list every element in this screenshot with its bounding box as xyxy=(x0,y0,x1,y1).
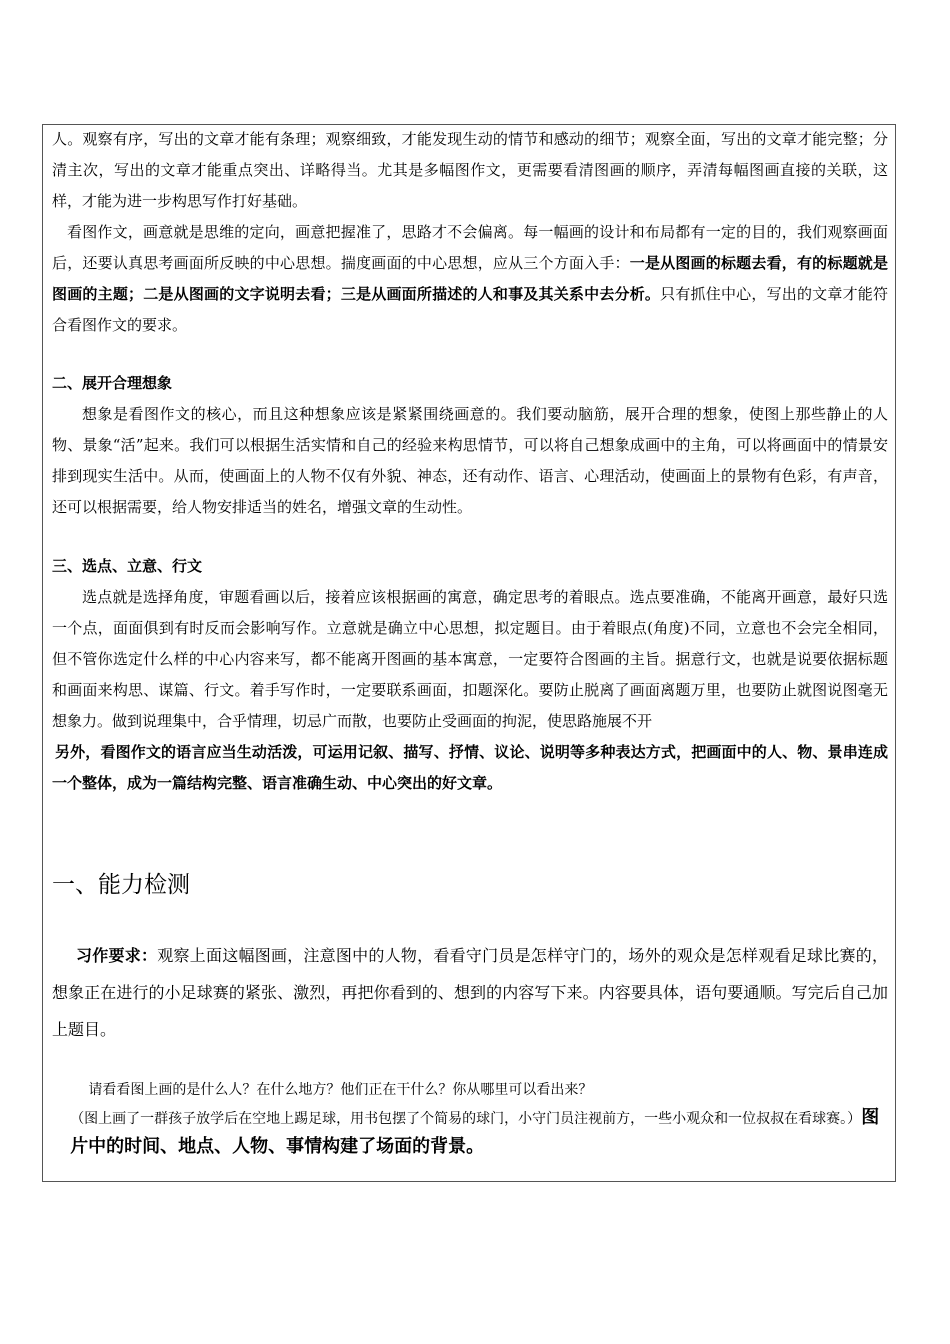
requirement-text: 观察上面这幅图画，注意图中的人物，看看守门员是怎样守门的，场外的观众是怎样观看足球比赛的，想象正在进行的小足球赛的紧张、激烈，再把你看到的、想到的内容写下来。内容要具体，语句要通顺。写完后自己加上题目。 xyxy=(52,946,888,1039)
paragraph-meaning xyxy=(52,217,888,341)
meaning-text-start: 看图作文，画意就是思维的定向，画意把握准了，思路才不会偏离。每一幅画的设计和布局都有一定的目的，我们观察画面后，还要认真思考画面所反映的中心思想。揣度画面的中心思想，应从三个方面入手： xyxy=(52,223,888,272)
section-title: 一、能力检测 xyxy=(52,872,190,898)
paragraph-language: 另外，看图作文的语言应当生动活泼，可运用记叙、描写、抒情、议论、说明等多种表达方式，把画面中的人、物、景串连成一个整体，成为一篇结构完整、语言准确生动、中心突出的好文章。 xyxy=(52,743,888,792)
paragraph-imagination: 想象是看图作文的核心，而且这种想象应该是紧紧围绕画意的。我们要动脑筋，展开合理的想象，使图上那些静止的人物、景象“活”起来。我们可以根据生活实情和自己的经验来构思情节，可以将自己想象成画中的主角，可以将画面中的情景安排到现实生活中。从而，使画面上的人物不仅有外貌、神态，还有动作、语言、心理活动，使画面上的景物有色彩，有声音，还可以根据需要，给人物安排适当的姓名，增强文章的生动性。 xyxy=(52,405,888,516)
paragraph-observation: 人。观察有序，写出的文章才能有条理；观察细致，才能发现生动的情节和感动的细节；观察全面，写出的文章才能完整；分清主次，写出的文章才能重点突出、详略得当。尤其是多幅图作文，更需要看清图画的顺序，弄清每幅图画直接的关联，这样，才能为进一步构思写作打好基础。 xyxy=(52,130,888,210)
paragraph-select-point: 选点就是选择角度，审题看画以后，接着应该根据画的寓意，确定思考的着眼点。选点要准确，不能离开画意，最好只选一个点，面面俱到有时反而会影响写作。立意就是确立中心思想，拟定题目。由于着眼点(角度)不同，立意也不会完全相同，但不管你选定什么样的中心内容来写，都不能离开图画的基本寓意，一定要符合图画的主旨。据意行文，也就是说要依据标题和画面来构思、谋篇、行文。着手写作时，一定要联系画面，扣题深化。要防止脱离了画面离题万里，也要防止就图说图毫无想象力。做到说理集中，合乎情理，切忌广而散，也要防止受画面的拘泥，使思路施展不开 xyxy=(52,588,888,730)
answer-paragraph xyxy=(52,1104,888,1162)
meaning-bold-text: 一是从图画的标题去看，有的标题就是图画的主题；二是从图画的文字说明去看；三是从画面所描述的人和事及其关系中去分析。 xyxy=(52,254,888,303)
heading-imagination: 二、展开合理想象 xyxy=(52,374,173,392)
meaning-text-end: 只有抓住中心，写出的文章才能符合看图作文的要求。 xyxy=(52,285,888,334)
heading-select-point: 三、选点、立意、行文 xyxy=(52,557,203,575)
guiding-question: 请看看图上画的是什么人？在什么地方？他们正在干什么？你从哪里可以看出来？ xyxy=(88,1082,593,1098)
conclusion-text: 图片中的时间、地点、人物、事情构建了场面的背景。 xyxy=(70,1107,880,1157)
requirement-label: 习作要求： xyxy=(76,946,158,965)
answer-text: （图上画了一群孩子放学后在空地上踢足球，用书包摆了个简易的球门，小守门员注视前方，一些小观众和一位叔叔在看球赛。） xyxy=(70,1111,862,1127)
writing-requirement xyxy=(52,937,888,1048)
document-body xyxy=(52,124,888,1162)
